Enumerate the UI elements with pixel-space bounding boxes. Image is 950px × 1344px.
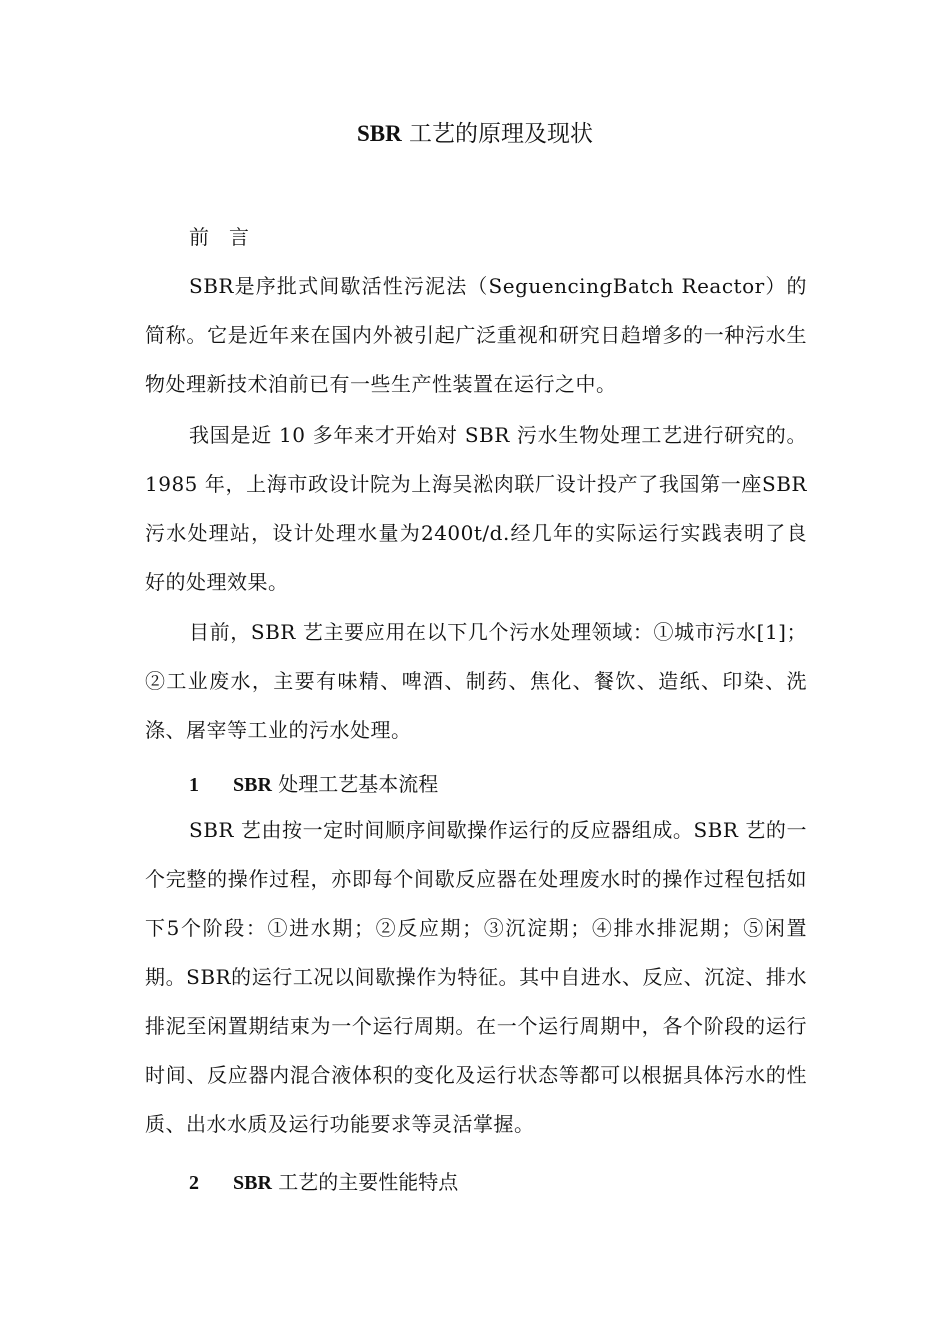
title-text: 工艺的原理及现状 — [401, 121, 594, 147]
section-title: 处理工艺基本流程 — [271, 772, 439, 796]
document-title — [0, 118, 950, 150]
section-keyword: SBR — [233, 774, 272, 796]
paragraph-applications: 目前，SBR 艺主要应用在以下几个污水处理领域：①城市污水[1]；②工业废水，主要有味精、啤酒、制药、焦化、餐饮、造纸、印染、洗涤、屠宰等工业的污水处理。 — [145, 620, 807, 742]
paragraph-history: 我国是近 10 多年来才开始对 SBR 污水生物处理工艺进行研究的。1985 年，上海市政设计院为上海吴淞肉联厂设计投产了我国第一座SBR污水处理站，设计处理水量为2400t/d.经几年的实际运行实践表明了良好的处理效果。 — [145, 423, 807, 594]
section-title: 工艺的主要性能特点 — [271, 1170, 459, 1194]
preface-heading: 前 言 — [189, 225, 249, 249]
section-heading-1 — [189, 769, 438, 800]
paragraph-intro: SBR是序批式间歇活性污泥法（SeguencingBatch Reactor）的简称。它是近年来在国内外被引起广泛重视和研究日趋增多的一种污水生物处理新技术洎前已有一些生产性装置在运行之中。 — [145, 274, 807, 396]
paragraph-process: SBR 艺由按一定时间顺序间歇操作运行的反应器组成。SBR 艺的一个完整的操作过程，亦即每个间歇反应器在处理废水时的操作过程包括如下5个阶段：①进水期；②反应期；③沉淀期；④排水排泥期；⑤闲置期。SBR的运行工况以间歇操作为特征。其中自进水、反应、沉淀、排水排泥至闲置期结束为一个运行周期。在一个运行周期中，各个阶段的运行时间、反应器内混合液体积的变化及运行状态等都可以根据具体污水的性质、出水水质及运行功能要求等灵活掌握。 — [145, 818, 807, 1136]
section-keyword: SBR — [233, 1172, 272, 1194]
section-number: 2 — [189, 1172, 199, 1194]
section-heading-2 — [189, 1167, 458, 1198]
title-keyword: SBR — [356, 121, 402, 146]
section-number: 1 — [189, 774, 199, 796]
